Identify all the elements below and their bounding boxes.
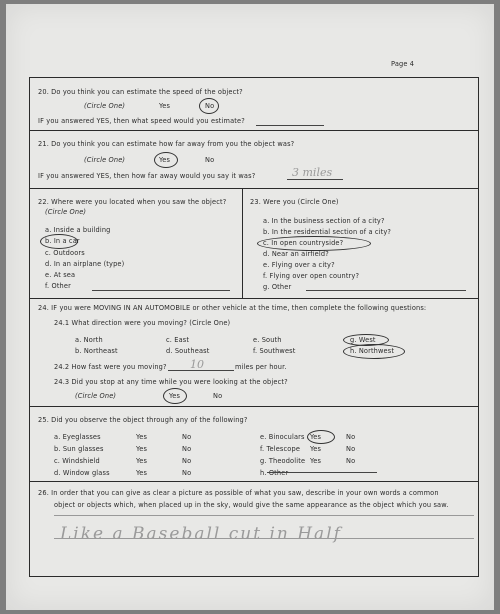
q25-other-field[interactable] (267, 472, 377, 473)
q20-question: 20. Do you think you can estimate the speed of the object? (38, 88, 243, 96)
q22-option-c[interactable]: c. Outdoors (45, 249, 85, 257)
divider (30, 130, 478, 131)
q25-left-2-yes[interactable]: Yes (136, 457, 148, 465)
divider (30, 406, 478, 407)
q20-no-circle-mark (199, 98, 219, 114)
direction-northeast[interactable]: b. Northeast (75, 347, 118, 355)
q21-question: 21. Do you think you can estimate how far away from you the object was? (38, 140, 295, 148)
q25-right-0-no[interactable]: No (346, 433, 356, 441)
direction-southwest[interactable]: f. Southwest (253, 347, 296, 355)
q25-right-0-yes[interactable]: Yes (310, 433, 322, 441)
q26-question-line1: 26. In order that you can give as clear a picture as possible of what you saw, describe in your own words a common (38, 489, 439, 497)
direction-southeast[interactable]: d. Southeast (166, 347, 210, 355)
q20-yes[interactable]: Yes (159, 102, 171, 110)
q25-left-0-no[interactable]: No (182, 433, 192, 441)
q25-left-2-no[interactable]: No (182, 457, 192, 465)
q22-option-d[interactable]: d. In an airplane (type) (45, 260, 125, 268)
q24-question: 24. IF you were MOVING IN AN AUTOMOBILE or other vehicle at the time, then complete the following questions: (38, 304, 427, 312)
q25-left-3-no[interactable]: No (182, 469, 192, 477)
q20-circle-one: (Circle One) (84, 102, 126, 110)
q23-option-e[interactable]: e. Flying over a city? (263, 261, 335, 269)
q23-option-g[interactable]: g. Other (263, 283, 292, 291)
direction-north[interactable]: a. North (75, 336, 103, 344)
q25-left-3-item: d. Window glass (54, 469, 110, 477)
binoculars-yes-circle-mark (307, 430, 335, 444)
q22-option-b-circle-mark (40, 234, 78, 249)
q25-right-1-no[interactable]: No (346, 445, 356, 453)
q25-left-2-item: c. Windshield (54, 457, 100, 465)
q23-option-c-circle-mark (257, 236, 371, 251)
q23-option-c[interactable]: c. In open countryside? (263, 239, 344, 247)
divider (30, 298, 478, 299)
direction-south[interactable]: e. South (253, 336, 282, 344)
q22-option-b[interactable]: b. In a car (45, 237, 80, 245)
direction-northwest[interactable]: h. Northwest (350, 347, 395, 355)
q24-2-question: 24.2 How fast were you moving? (54, 363, 167, 371)
form-frame (29, 77, 479, 577)
q25-right-2-no[interactable]: No (346, 457, 356, 465)
q23-option-f[interactable]: f. Flying over open country? (263, 272, 360, 280)
q25-left-0-item: a. Eyeglasses (54, 433, 101, 441)
q25-right-2-yes[interactable]: Yes (310, 457, 322, 465)
q25-left-1-item: b. Sun glasses (54, 445, 104, 453)
q23-option-a[interactable]: a. In the business section of a city? (263, 217, 385, 225)
q24-3-no[interactable]: No (213, 392, 223, 400)
q22-other-field[interactable] (92, 290, 230, 291)
q25-right-1-item: f. Telescope (260, 445, 301, 453)
q26-answer-line[interactable] (54, 515, 474, 516)
q24-3-yes-circle-mark (163, 388, 187, 404)
q24-3-circle-one: (Circle One) (75, 392, 117, 400)
q22-question: 22. Where were you located when you saw the object? (38, 198, 227, 206)
q25-left-3-yes[interactable]: Yes (136, 469, 148, 477)
direction-east[interactable]: c. East (166, 336, 190, 344)
page-number: Page 4 (391, 60, 415, 68)
direction-west[interactable]: g. West (350, 336, 376, 344)
q24-3-yes[interactable]: Yes (169, 392, 181, 400)
q25-left-0-yes[interactable]: Yes (136, 433, 148, 441)
q20-followup: IF you answered YES, then what speed would you estimate? (38, 117, 245, 125)
q25-right-3-item: h. Other (260, 469, 289, 477)
q21-no[interactable]: No (205, 156, 215, 164)
divider (30, 188, 478, 189)
q21-circle-one: (Circle One) (84, 156, 126, 164)
q24-3-question: 24.3 Did you stop at any time while you were looking at the object? (54, 378, 288, 386)
q26-handwritten-answer: Like a Baseball cut in Half (60, 524, 342, 544)
q25-right-2-item: g. Theodolite (260, 457, 306, 465)
q21-distance-field[interactable] (287, 179, 343, 180)
q20-speed-field[interactable] (256, 125, 324, 126)
q25-right-0-item: e. Binoculars (260, 433, 305, 441)
q23-option-b[interactable]: b. In the residential section of a city? (263, 228, 392, 236)
q20-no[interactable]: No (205, 102, 215, 110)
q22-option-f[interactable]: f. Other (45, 282, 71, 290)
direction-northwest-circle-mark (343, 344, 405, 359)
divider (30, 481, 478, 482)
q25-left-1-yes[interactable]: Yes (136, 445, 148, 453)
q26-question-line2: object or objects which, when placed up in the sky, would give the same appearance as the object which you saw. (54, 501, 449, 509)
column-divider (242, 188, 243, 298)
q22-option-e[interactable]: e. At sea (45, 271, 76, 279)
q24-mph-label: miles per hour. (235, 363, 287, 371)
q24-1-question: 24.1 What direction were you moving? (Circle One) (54, 319, 231, 327)
q23-other-field[interactable] (306, 290, 466, 291)
q24-handwritten-speed: 10 (190, 358, 204, 371)
q25-right-1-yes[interactable]: Yes (310, 445, 322, 453)
q23-option-d[interactable]: d. Near an airfield? (263, 250, 329, 258)
q25-left-1-no[interactable]: No (182, 445, 192, 453)
q25-question: 25. Did you observe the object through any of the following? (38, 416, 248, 424)
questionnaire-page (6, 4, 494, 610)
q23-question: 23. Were you (Circle One) (250, 198, 339, 206)
q22-option-a[interactable]: a. Inside a building (45, 226, 111, 234)
q21-handwritten-answer: 3 miles (292, 166, 333, 179)
q22-circle-one: (Circle One) (45, 208, 87, 216)
q21-followup: IF you answered YES, then how far away would you say it was? (38, 172, 256, 180)
q21-yes[interactable]: Yes (159, 156, 171, 164)
q21-yes-circle-mark (154, 152, 178, 168)
